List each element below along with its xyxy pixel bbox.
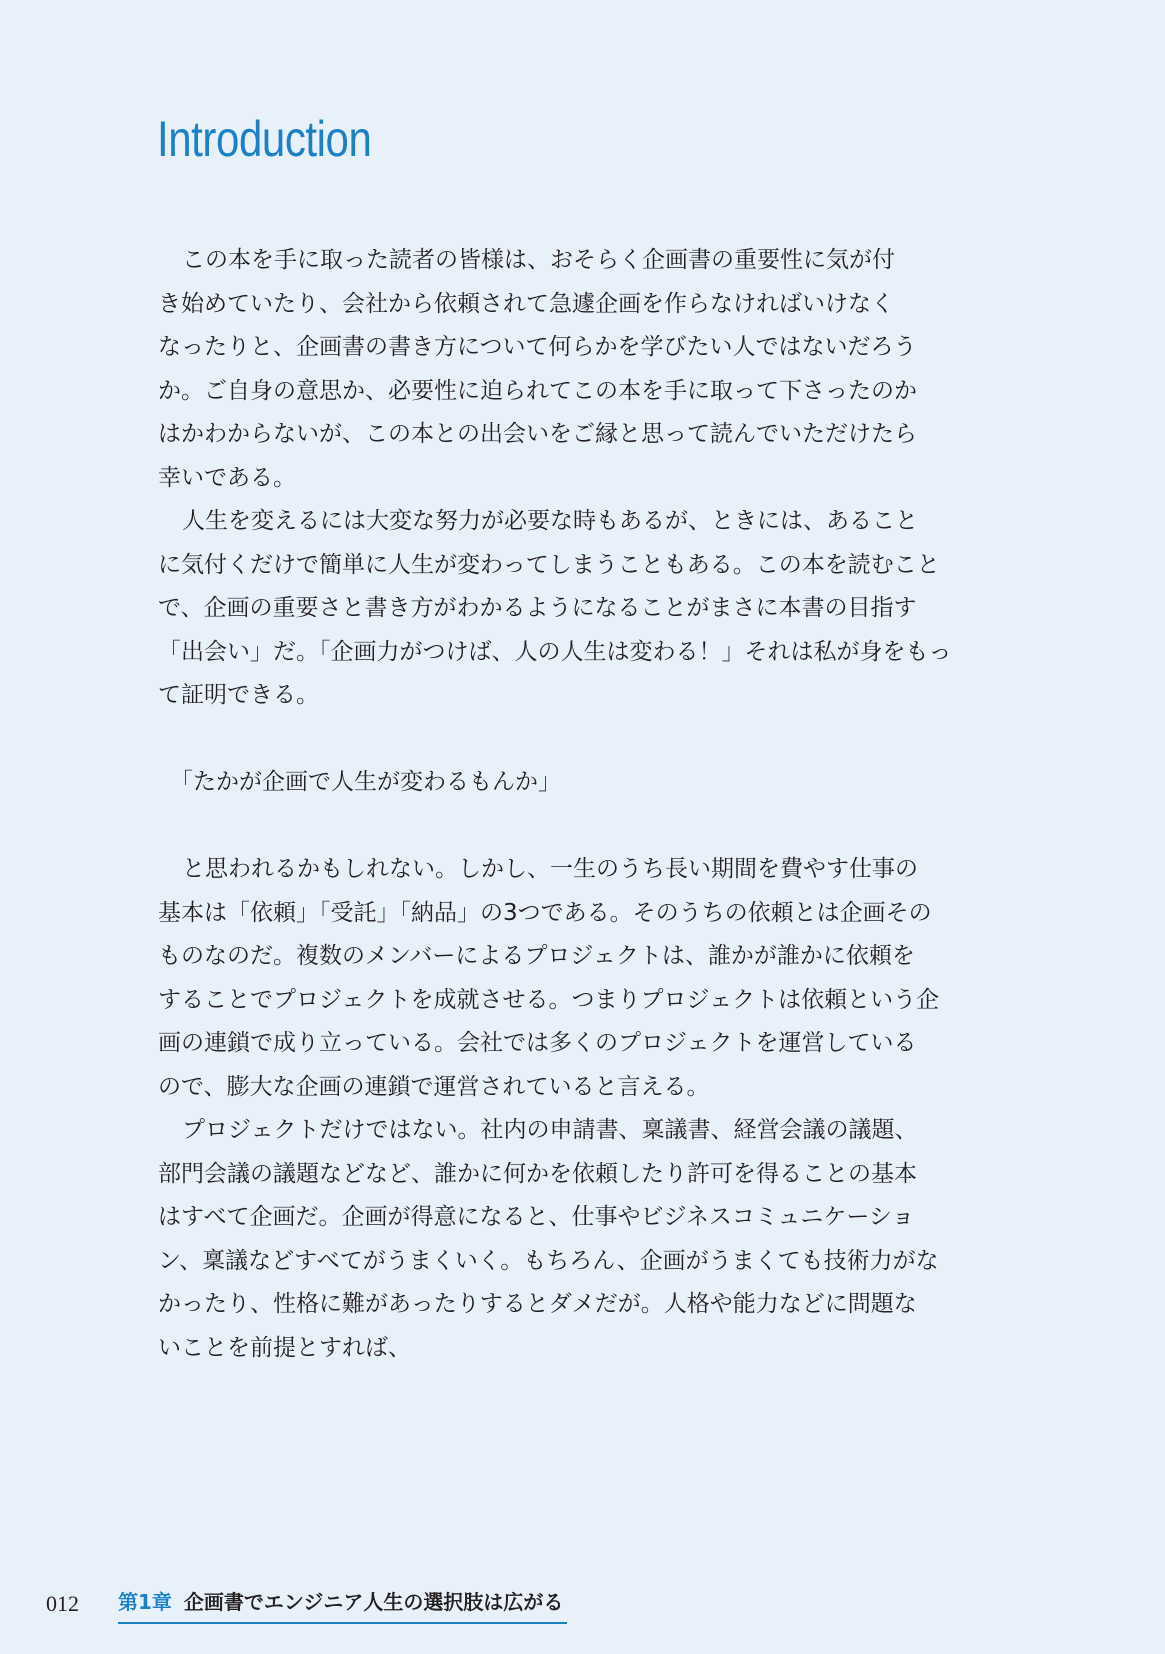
body-line: か。ご自身の意思か、必要性に迫られてこの本を手に取って下さったのか [158,377,917,404]
body-line: 画の連鎖で成り立っている。会社では多くのプロジェクトを運営している [158,1030,917,1056]
running-header-chapter [118,1584,567,1624]
body-line: 基本は「依頼」「受託」「納品」の3つである。そのうちの依頼とは企画その [158,899,932,926]
body-line: この本を手に取った読者の皆様は、おそらく企画書の重要性に気が付 [182,247,895,273]
body-line: ものなのだ。複数のメンバーによるプロジェクトは、誰かが誰かに依頼を [158,943,915,969]
chapter-label: 第1章 [118,1590,172,1614]
body-line: はすべて企画だ。企画が得意になると、仕事やビジネスコミュニケーショ [158,1204,915,1230]
body-line: はかわからないが、この本との出会いをご縁と思って読んでいただけたら [158,421,917,447]
body-line: することでプロジェクトを成就させる。つまりプロジェクトは依頼という企 [158,986,940,1013]
body-text [158,239,980,1370]
body-line: て証明できる。 [158,682,319,708]
page-number: 012 [46,1591,79,1616]
quote-line: 「たかが企画で人生が変わるもんか」 [170,769,561,795]
body-line: き始めていたり、会社から依頼されて急遽企画を作らなければいけなく [158,290,894,317]
body-line: いことを前提とすれば、 [158,1334,411,1361]
body-line: で、企画の重要さと書き方がわかるようになることがまさに本書の目指す [158,595,917,621]
body-line: 部門会議の議題などなど、誰かに何かを依頼したり許可を得ることの基本 [158,1160,917,1187]
body-line: なったりと、企画書の書き方について何らかを学びたい人ではないだろう [158,334,917,360]
body-line: 幸いである。 [158,464,296,491]
chapter-title: 企画書でエンジニア人生の選択肢は広がる [183,1590,564,1614]
paragraph-gap [158,718,980,762]
body-line: と思われるかもしれない。しかし、一生のうち長い期間を費やす仕事の [182,856,918,882]
body-line: プロジェクトだけではない。社内の申請書、稟議書、経営会議の議題、 [182,1117,918,1143]
page-footer [46,1584,567,1624]
body-line: に気付くだけで簡単に人生が変わってしまうこともある。この本を読むこと [158,551,940,578]
body-line: かったり、性格に難があったりするとダメだが。人格や能力などに問題な [158,1291,917,1317]
body-line: ので、膨大な企画の連鎖で運営されていると言える。 [158,1073,710,1100]
body-line: 人生を変えるには大変な努力が必要な時もあるが、ときには、あること [182,508,918,534]
body-line: 「出会い」だ。「企画力がつけば、人の人生は変わる！」それは私が身をもっ [158,638,952,665]
page-title: Introduction [157,111,372,167]
body-line: ン、稟議などすべてがうまくいく。もちろん、企画がうまくても技術力がな [158,1247,939,1274]
paragraph-gap [158,805,980,849]
